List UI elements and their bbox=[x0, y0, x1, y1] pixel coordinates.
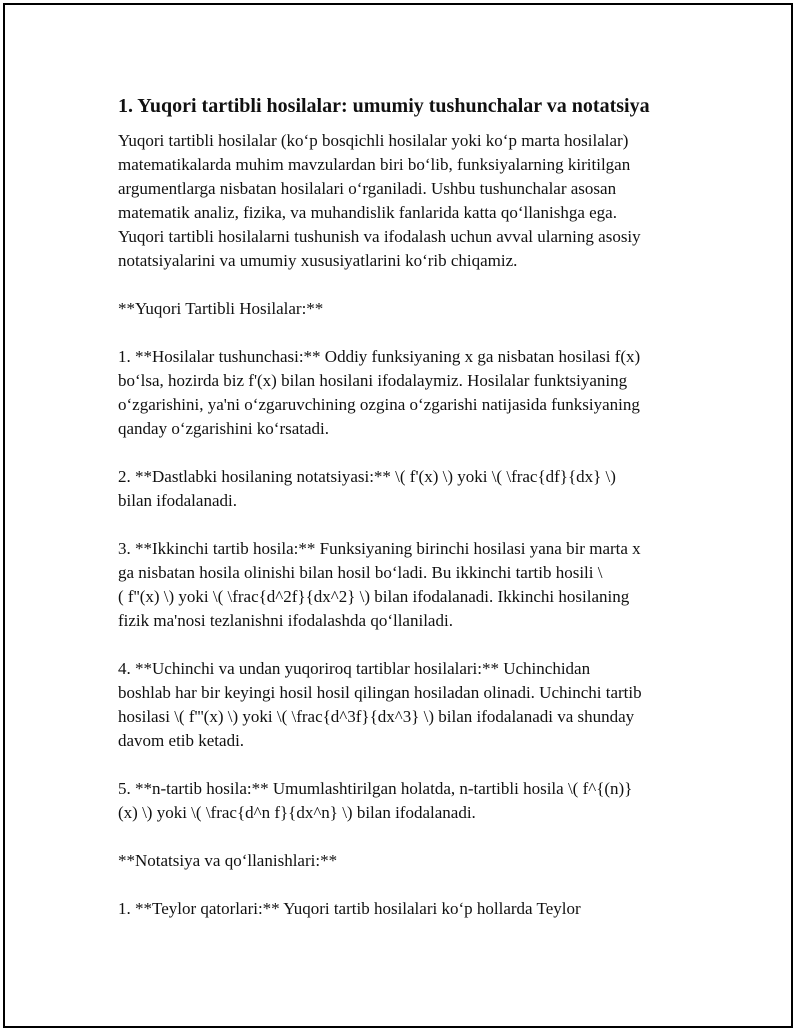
subheading-higher-order: **Yuqori Tartibli Hosilalar:** bbox=[118, 299, 324, 318]
subheading-notation: **Notatsiya va qo‘llanishlari:** bbox=[118, 851, 338, 870]
list-item-taylor: 1. **Teylor qatorlari:** Yuqori tartib hosilalari ko‘p hollarda Teylor bbox=[118, 899, 581, 918]
list-item-2: 2. **Dastlabki hosilaning notatsiyasi:** \( f'(x) \) yoki \( \frac{df}{dx} \) bilan ifodalanadi. bbox=[118, 467, 616, 510]
list-item-1: 1. **Hosilalar tushunchasi:** Oddiy funksiyaning x ga nisbatan hosilasi f(x) bo‘lsa, hozirda biz f'(x) bilan hosilani ifodalaymiz. Hosilalar funktsiyaning o‘zgarishini, ya'ni o‘zgaruvchining ozgina o‘zgarishi natijasida funksiyaning qanday o‘zgarishini ko‘rsatadi. bbox=[118, 347, 641, 438]
section-title: 1. Yuqori tartibli hosilalar: umumiy tushunchalar va notatsiya bbox=[118, 95, 650, 117]
list-item-3: 3. **Ikkinchi tartib hosila:** Funksiyaning birinchi hosilasi yana bir marta x ga nisbatan hosila olinishi bilan hosil bo‘ladi. Bu ikkinchi tartib hosili \ ( f''(x) \) yoki \( \frac{d^2f}{dx^2} \) bilan ifodalanadi. Ikkinchi hosilaning fizik ma'nosi tezlanishni ifodalashda qo‘llaniladi. bbox=[118, 539, 641, 630]
intro-paragraph: Yuqori tartibli hosilalar (ko‘p bosqichli hosilalar yoki ko‘p marta hosilalar) matematikalarda muhim mavzulardan biri bo‘lib, funksiyalarning kiritilgan argumentlarga nisbatan hosilalari o‘rganiladi. Ushbu tushunchalar asosan matematik analiz, fizika, va muhandislik fanlarida katta qo‘llanishga ega. Yuqori tartibli hosilalarni tushunish va ifodalash uchun avval ularning asosiy notatsiyalarini va umumiy xususiyatlarini ko‘rib chiqamiz. bbox=[118, 131, 641, 270]
list-item-4: 4. **Uchinchi va undan yuqoriroq tartiblar hosilalari:** Uchinchidan boshlab har bir keyingi hosil hosil qilingan hosiladan olinadi. Uchinchi tartib hosilasi \( f'''(x) \) yoki \( \frac{d^3f}{dx^3} \) bilan ifodalanadi va shunday davom etib ketadi. bbox=[118, 659, 642, 750]
list-item-5: 5. **n-tartib hosila:** Umumlashtirilgan holatda, n-tartibli hosila \( f^{(n)} (x) \) yoki \( \frac{d^n f}{dx^n} \) bilan ifodalanadi. bbox=[118, 779, 633, 822]
document-body bbox=[118, 93, 698, 945]
